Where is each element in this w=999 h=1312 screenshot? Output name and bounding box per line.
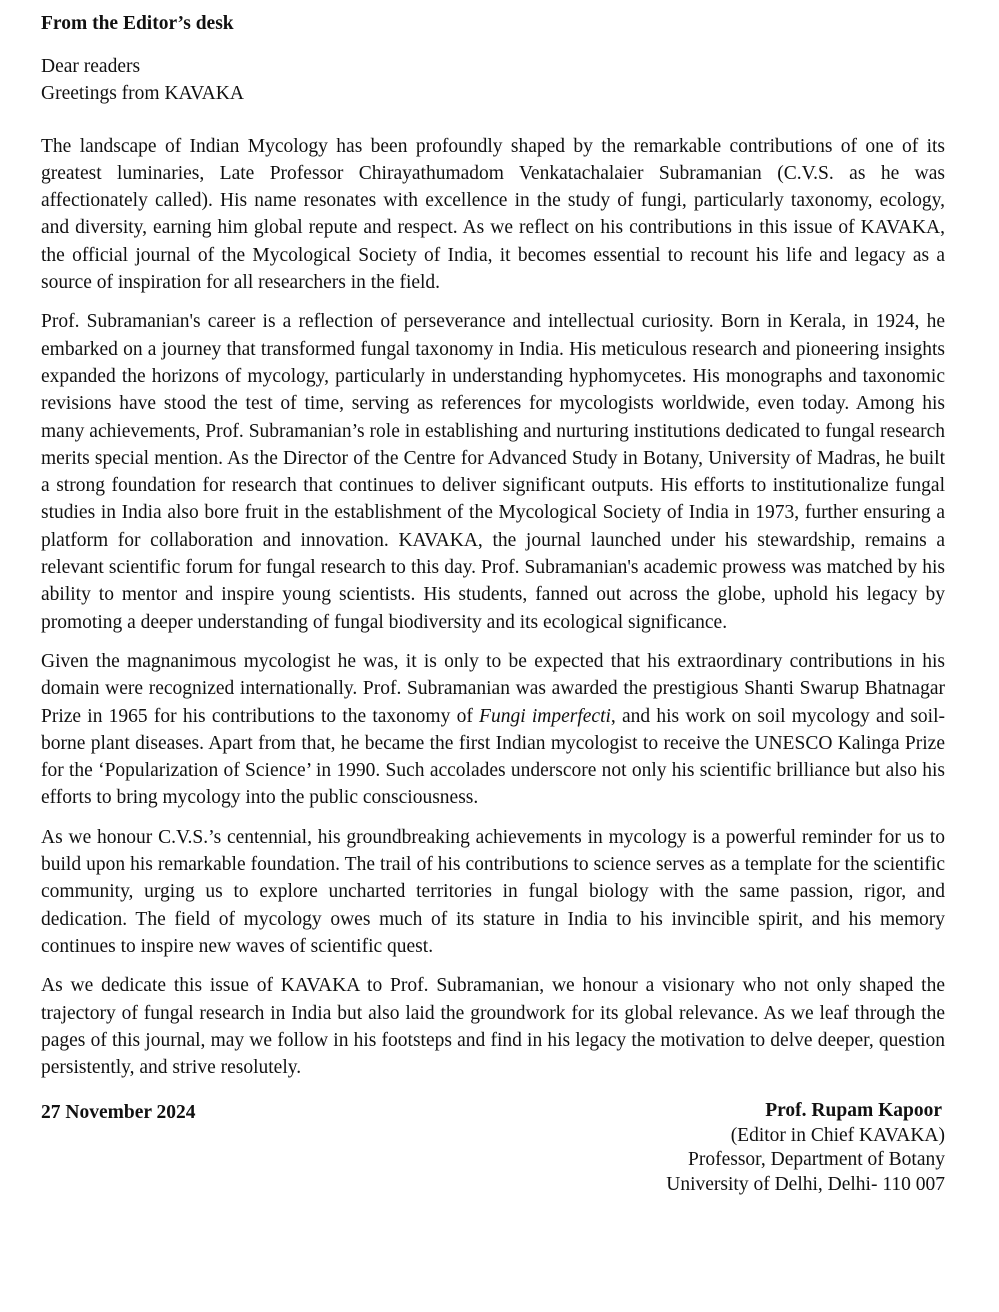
salutation	[41, 53, 945, 108]
editorial-page	[41, 10, 945, 1209]
italic-term: Fungi imperfecti	[479, 705, 611, 727]
editor-name: Prof. Rupam Kapoor	[765, 1100, 942, 1122]
paragraph-text: Given the magnanimous mycologist he was, it is only to be expected that his extraordinary contributions in his domain were recognized internationally. Prof. Subramanian was awarded the prestigious Shanti Swarup Bhatnagar Prize in 1965 for his contributions to the taxonomy of	[41, 650, 945, 727]
paragraph-centennial: As we honour C.V.S.’s centennial, his groundbreaking achievements in mycology is a powerful reminder for us to build upon his remarkable foundation. The trail of his contributions to science serves as a template for the scientific community, urging us to explore uncharted territories in fungal biology with the same passion, rigor, and dedication. The field of mycology owes much of its stature in India to his invincible spirit, and his memory continues to inspire new waves of scientific quest.	[41, 826, 945, 957]
salutation-line: Dear readers	[41, 56, 141, 77]
paragraph-introduction: The landscape of Indian Mycology has been profoundly shaped by the remarkable contributions of one of its greatest luminaries, Late Professor Chirayathumadom Venkatachalaier Subramanian (C.V.S. as he was affectionately called). His name resonates with excellence in the study of fungi, particularly taxonomy, ecology, and diversity, earning him global repute and respect. As we reflect on his contributions in this issue of KAVAKA, the official journal of the Mycological Society of India, it becomes essential to recount his life and legacy as a source of inspiration for all researchers in the field.	[41, 135, 945, 294]
signature-block	[41, 1099, 945, 1209]
editor-signature	[666, 1099, 945, 1197]
editor-position: Professor, Department of Botany	[688, 1149, 945, 1171]
paragraph-text: , and his work on soil mycology and soil-borne plant diseases. Apart from that, he became the first Indian mycologist to receive the UNESCO Kalinga Prize for the ‘Popularization of Science’ in 1990. Such accolades underscore not only his scientific brilliance but also his efforts to bring mycology into the public consciousness.	[41, 705, 945, 809]
page-title: From the Editor’s desk	[41, 13, 234, 34]
paragraph-career: Prof. Subramanian's career is a reflection of perseverance and intellectual curiosity. Born in Kerala, in 1924, he embarked on a journey that transformed fungal taxonomy in India. His meticulous research and pioneering insights expanded the horizons of mycology, particularly in understanding hyphomycetes. His monographs and taxonomic revisions have stood the test of time, serving as references for mycologists worldwide, even today. Among his many achievements, Prof. Subramanian’s role in establishing and nurturing institutions dedicated to fungal research merits special mention. As the Director of the Centre for Advanced Study in Botany, University of Madras, he built a strong foundation for research that continues to deliver significant outputs. His efforts to institutionalize fungal studies in India also bore fruit in the establishment of the Mycological Society of India in 1973, further ensuring a platform for collaboration and innovation. KAVAKA, the journal launched under his stewardship, remains a relevant scientific forum for fungal research to this day. Prof. Subramanian's academic prowess was matched by his ability to mentor and inspire young scientists. His students, fanned out across the globe, uphold his legacy by promoting a deeper understanding of fungal biodiversity and its ecological significance.	[41, 311, 945, 633]
paragraph-dedication: As we dedicate this issue of KAVAKA to Prof. Subramanian, we honour a visionary who not only shaped the trajectory of fungal research in India but also laid the groundwork for its global relevance. As we leaf through the pages of this journal, may we follow in his footsteps and find in his legacy the motivation to delve deeper, question persistently, and strive resolutely.	[41, 975, 945, 1079]
date: 27 November 2024	[41, 1102, 196, 1124]
greeting-line: Greetings from KAVAKA	[41, 83, 244, 105]
paragraph-recognition	[41, 648, 945, 812]
editor-affiliation: University of Delhi, Delhi- 110 007	[666, 1173, 945, 1195]
editor-role: (Editor in Chief KAVAKA)	[730, 1124, 945, 1146]
